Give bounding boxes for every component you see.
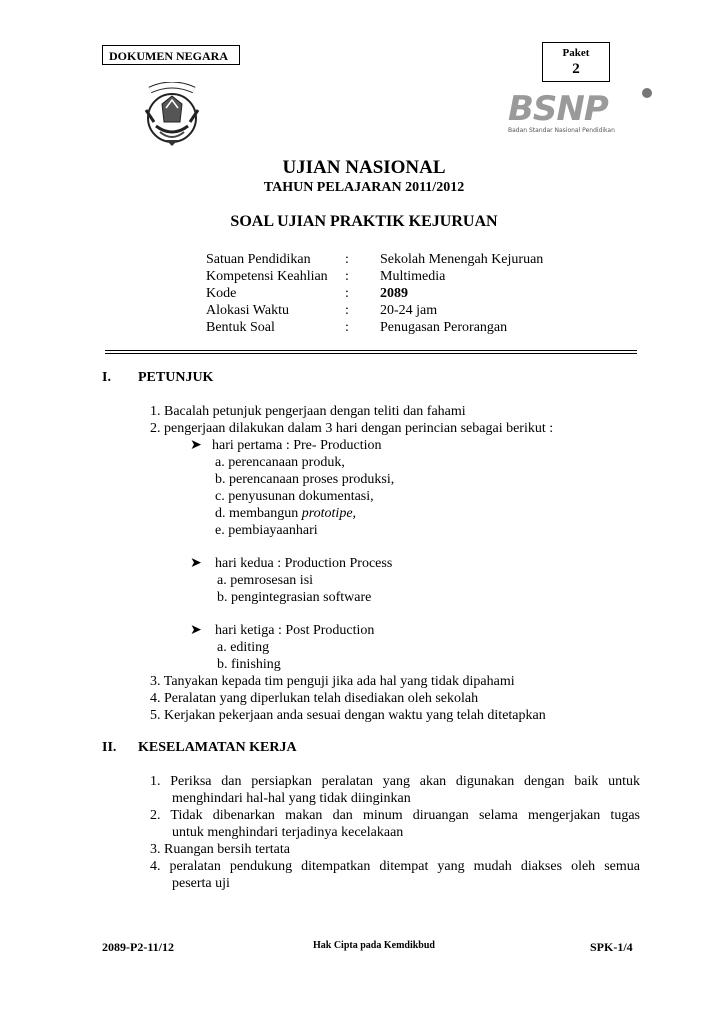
- list-item: e. pembiayaanhari: [215, 523, 318, 538]
- info-colon: :: [345, 269, 349, 284]
- list-item: b. finishing: [217, 657, 281, 672]
- list-item: [190, 555, 392, 573]
- info-colon: :: [345, 303, 349, 318]
- divider-line: [105, 350, 637, 351]
- list-item: 3. Tanyakan kepada tim penguji jika ada hal yang tidak dipahami: [150, 674, 515, 689]
- registered-mark-icon: [642, 88, 652, 98]
- divider-line: [105, 353, 637, 354]
- list-item-continuation: peserta uji: [172, 876, 230, 891]
- info-colon: :: [345, 320, 349, 335]
- bsnp-tagline: Badan Standar Nasional Pendidikan: [508, 127, 615, 134]
- section-title-keselamatan: KESELAMATAN KERJA: [138, 740, 297, 755]
- list-item: 3. Ruangan bersih tertata: [150, 842, 290, 857]
- list-item: 4. peralatan pendukung ditempatkan ditempat yang mudah diakses oleh semua: [150, 859, 640, 874]
- exam-year: TAHUN PELAJARAN 2011/2012: [263, 180, 465, 195]
- list-item: 4. Peralatan yang diperlukan telah disediakan oleh sekolah: [150, 691, 479, 706]
- exam-title: UJIAN NASIONAL: [282, 157, 446, 178]
- list-item: b. pengintegrasian software: [217, 590, 372, 605]
- info-value: Penugasan Perorangan: [380, 320, 508, 335]
- arrow-bullet-icon: ➤: [190, 438, 202, 453]
- info-colon: :: [345, 252, 349, 267]
- list-item: [215, 505, 356, 523]
- document-label: DOKUMEN NEGARA: [102, 45, 240, 65]
- list-item-text: d. membangun: [215, 506, 302, 521]
- info-value: Sekolah Menengah Kejuruan: [380, 252, 544, 267]
- paket-box: [542, 42, 610, 82]
- arrow-bullet-icon: ➤: [190, 556, 202, 571]
- info-colon: :: [345, 286, 349, 301]
- paket-label: Paket: [562, 47, 590, 59]
- bsnp-logo-text: BSNP: [508, 89, 608, 129]
- footer-page-number: SPK-1/4: [590, 940, 633, 954]
- day-heading: hari pertama : Pre- Production: [212, 438, 382, 453]
- info-value: 2089: [380, 286, 408, 301]
- footer-code: 2089-P2-11/12: [102, 940, 174, 954]
- list-item-italic: prototipe,: [301, 506, 357, 521]
- kemdikbud-emblem-icon: [136, 82, 208, 148]
- info-value: Multimedia: [380, 269, 446, 284]
- list-item: 1. Periksa dan persiapkan peralatan yang akan digunakan dengan baik untuk: [150, 774, 640, 789]
- section-number: I.: [102, 370, 111, 385]
- list-item: [190, 622, 374, 640]
- list-item: a. pemrosesan isi: [217, 573, 314, 588]
- info-label: Alokasi Waktu: [206, 303, 289, 318]
- info-label: Kompetensi Keahlian: [206, 269, 328, 284]
- section-number: II.: [102, 740, 117, 755]
- section-title-petunjuk: PETUNJUK: [138, 370, 214, 385]
- day-heading: hari kedua : Production Process: [215, 556, 393, 571]
- list-item: 5. Kerjakan pekerjaan anda sesuai dengan waktu yang telah ditetapkan: [150, 708, 546, 723]
- footer-copyright: Hak Cipta pada Kemdikbud: [313, 940, 435, 951]
- info-label: Kode: [206, 286, 237, 301]
- bsnp-logo: [508, 89, 656, 138]
- list-item: c. penyusunan dokumentasi,: [215, 489, 374, 504]
- list-item-continuation: untuk menghindari terjadinya kecelakaan: [172, 825, 404, 840]
- list-item: b. perencanaan proses produksi,: [215, 472, 395, 487]
- paket-number: 2: [572, 61, 580, 77]
- day-heading: hari ketiga : Post Production: [215, 623, 375, 638]
- list-item: a. editing: [217, 640, 270, 655]
- list-item: 2. pengerjaan dilakukan dalam 3 hari dengan perincian sebagai berikut :: [150, 421, 554, 436]
- list-item: 1. Bacalah petunjuk pengerjaan dengan teliti dan fahami: [150, 404, 466, 419]
- info-label: Bentuk Soal: [206, 320, 275, 335]
- info-label: Satuan Pendidikan: [206, 252, 311, 267]
- exam-subtitle: SOAL UJIAN PRAKTIK KEJURUAN: [230, 213, 498, 230]
- list-item: 2. Tidak dibenarkan makan dan minum diruangan selama mengerjakan tugas: [150, 808, 640, 823]
- list-item: a. perencanaan produk,: [215, 455, 345, 470]
- info-value: 20-24 jam: [380, 303, 438, 318]
- list-item-continuation: menghindari hal-hal yang tidak diinginkan: [172, 791, 411, 806]
- arrow-bullet-icon: ➤: [190, 623, 202, 638]
- list-item: [190, 437, 382, 455]
